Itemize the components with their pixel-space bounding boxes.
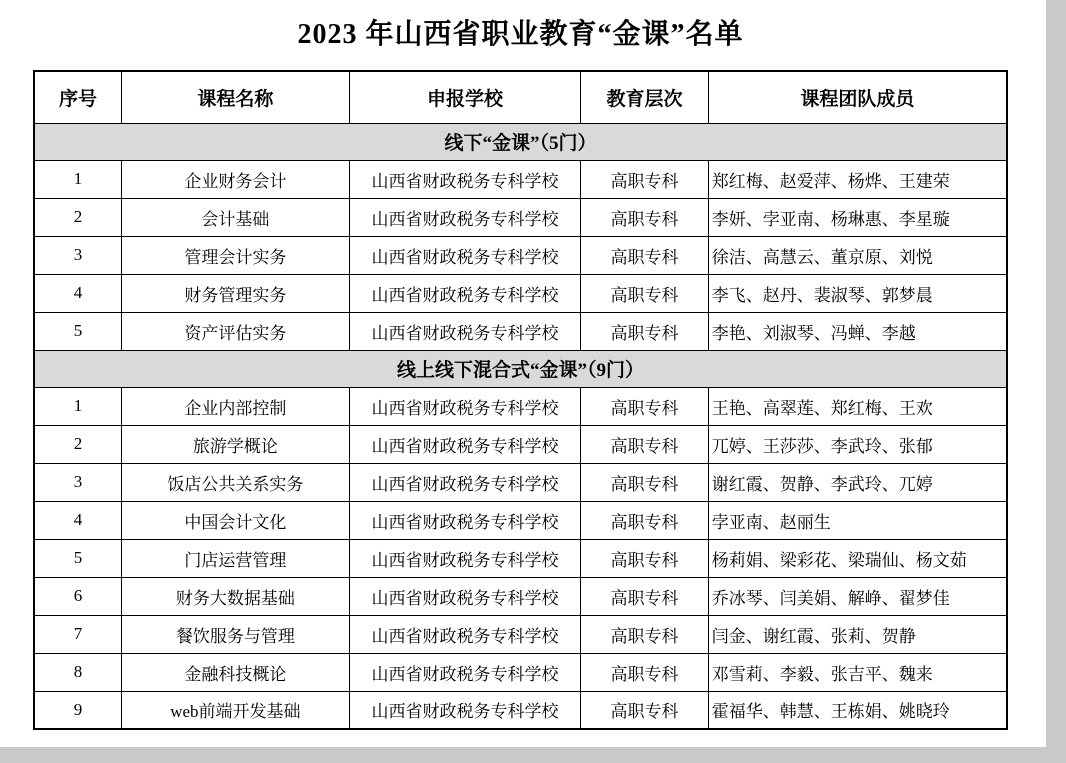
row-number: 9 — [34, 691, 122, 729]
school-name: 山西省财政税务专科学校 — [349, 312, 581, 350]
section-title: 线下“金课”（5门） — [34, 123, 1007, 160]
team-members: 乔冰琴、闫美娟、解峥、翟梦佳 — [708, 577, 1007, 615]
education-level: 高职专科 — [581, 198, 708, 236]
course-name: 饭店公共关系实务 — [122, 463, 350, 501]
course-name: 企业财务会计 — [122, 160, 350, 198]
education-level: 高职专科 — [581, 653, 708, 691]
page-title: 2023 年山西省职业教育“金课”名单 — [297, 19, 744, 50]
table-row — [34, 274, 1007, 312]
school-name: 山西省财政税务专科学校 — [349, 198, 581, 236]
table-row — [34, 160, 1007, 198]
viewer-background-right — [1046, 0, 1066, 763]
course-name: 旅游学概论 — [122, 425, 350, 463]
school-name: 山西省财政税务专科学校 — [349, 615, 581, 653]
education-level: 高职专科 — [581, 236, 708, 274]
education-level: 高职专科 — [581, 691, 708, 729]
table-row — [34, 425, 1007, 463]
team-members: 邓雪莉、李毅、张吉平、魏来 — [708, 653, 1007, 691]
education-level: 高职专科 — [581, 577, 708, 615]
education-level: 高职专科 — [581, 312, 708, 350]
row-number: 2 — [34, 198, 122, 236]
section-header-row — [34, 123, 1007, 160]
course-name: 管理会计实务 — [122, 236, 350, 274]
school-name: 山西省财政税务专科学校 — [349, 160, 581, 198]
course-name: 门店运营管理 — [122, 539, 350, 577]
row-number: 4 — [34, 501, 122, 539]
school-name: 山西省财政税务专科学校 — [349, 463, 581, 501]
school-name: 山西省财政税务专科学校 — [349, 691, 581, 729]
row-number: 5 — [34, 312, 122, 350]
education-level: 高职专科 — [581, 274, 708, 312]
course-name: 中国会计文化 — [122, 501, 350, 539]
row-number: 5 — [34, 539, 122, 577]
column-header-course: 课程名称 — [122, 71, 350, 123]
course-name: web前端开发基础 — [122, 691, 350, 729]
team-members: 杨莉娟、梁彩花、梁瑞仙、杨文茹 — [708, 539, 1007, 577]
school-name: 山西省财政税务专科学校 — [349, 539, 581, 577]
section-title: 线上线下混合式“金课”（9门） — [34, 350, 1007, 387]
team-members: 郑红梅、赵爱萍、杨烨、王建荣 — [708, 160, 1007, 198]
column-header-level: 教育层次 — [581, 71, 708, 123]
education-level: 高职专科 — [581, 463, 708, 501]
course-name: 企业内部控制 — [122, 387, 350, 425]
table-row — [34, 577, 1007, 615]
education-level: 高职专科 — [581, 425, 708, 463]
education-level: 高职专科 — [581, 501, 708, 539]
team-members: 孛亚南、赵丽生 — [708, 501, 1007, 539]
row-number: 2 — [34, 425, 122, 463]
course-name: 会计基础 — [122, 198, 350, 236]
gold-course-table — [33, 70, 1008, 730]
education-level: 高职专科 — [581, 539, 708, 577]
row-number: 6 — [34, 577, 122, 615]
team-members: 霍福华、韩慧、王栋娟、姚晓玲 — [708, 691, 1007, 729]
row-number: 7 — [34, 615, 122, 653]
team-members: 李妍、孛亚南、杨琳惠、李星璇 — [708, 198, 1007, 236]
school-name: 山西省财政税务专科学校 — [349, 425, 581, 463]
column-header-school: 申报学校 — [349, 71, 581, 123]
school-name: 山西省财政税务专科学校 — [349, 274, 581, 312]
table-header-row — [34, 71, 1007, 123]
viewer-background-bottom — [0, 747, 1066, 763]
team-members: 闫金、谢红霞、张莉、贺静 — [708, 615, 1007, 653]
course-name: 资产评估实务 — [122, 312, 350, 350]
education-level: 高职专科 — [581, 387, 708, 425]
row-number: 4 — [34, 274, 122, 312]
course-name: 金融科技概论 — [122, 653, 350, 691]
education-level: 高职专科 — [581, 160, 708, 198]
school-name: 山西省财政税务专科学校 — [349, 387, 581, 425]
row-number: 3 — [34, 236, 122, 274]
school-name: 山西省财政税务专科学校 — [349, 577, 581, 615]
team-members: 谢红霞、贺静、李武玲、兀婷 — [708, 463, 1007, 501]
table-row — [34, 691, 1007, 729]
column-header-no: 序号 — [34, 71, 122, 123]
table-row — [34, 653, 1007, 691]
table-row — [34, 312, 1007, 350]
school-name: 山西省财政税务专科学校 — [349, 236, 581, 274]
row-number: 1 — [34, 387, 122, 425]
table-row — [34, 501, 1007, 539]
table-row — [34, 463, 1007, 501]
education-level: 高职专科 — [581, 615, 708, 653]
course-name: 财务管理实务 — [122, 274, 350, 312]
table-row — [34, 236, 1007, 274]
table-row — [34, 615, 1007, 653]
column-header-team: 课程团队成员 — [708, 71, 1007, 123]
course-name: 财务大数据基础 — [122, 577, 350, 615]
table-row — [34, 387, 1007, 425]
table-row — [34, 198, 1007, 236]
section-header-row — [34, 350, 1007, 387]
team-members: 王艳、高翠莲、郑红梅、王欢 — [708, 387, 1007, 425]
row-number: 3 — [34, 463, 122, 501]
team-members: 兀婷、王莎莎、李武玲、张郁 — [708, 425, 1007, 463]
team-members: 李艳、刘淑琴、冯蝉、李越 — [708, 312, 1007, 350]
school-name: 山西省财政税务专科学校 — [349, 501, 581, 539]
team-members: 李飞、赵丹、裴淑琴、郭梦晨 — [708, 274, 1007, 312]
row-number: 1 — [34, 160, 122, 198]
course-name: 餐饮服务与管理 — [122, 615, 350, 653]
row-number: 8 — [34, 653, 122, 691]
school-name: 山西省财政税务专科学校 — [349, 653, 581, 691]
team-members: 徐洁、高慧云、董京原、刘悦 — [708, 236, 1007, 274]
table-row — [34, 539, 1007, 577]
